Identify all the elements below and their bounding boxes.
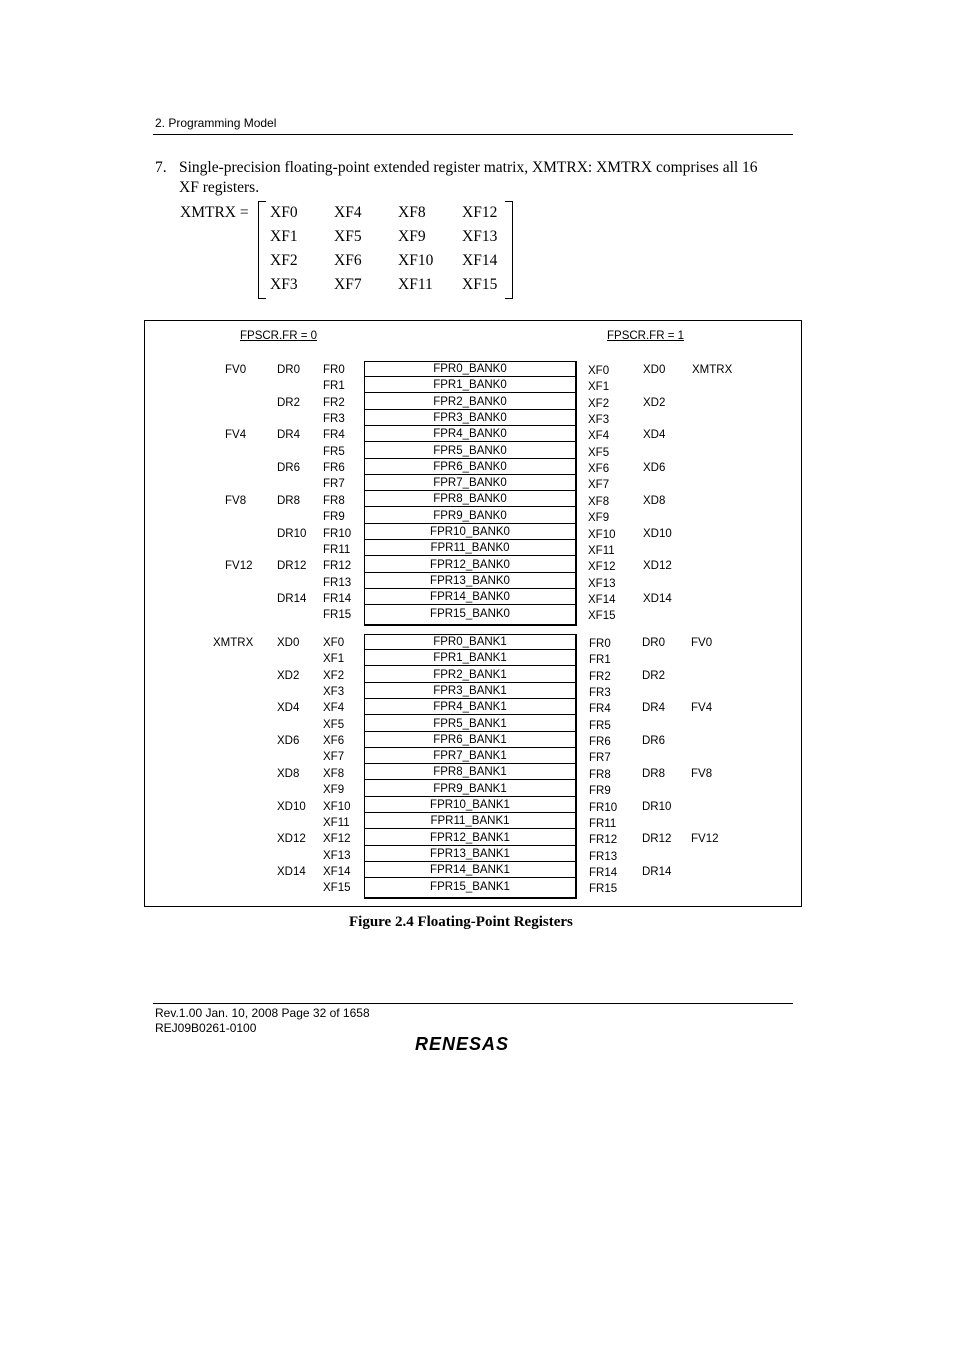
fr-label: FR8 [589, 768, 611, 781]
fv-label: FV12 [691, 833, 719, 846]
register-cell: FPR13_BANK1 [365, 847, 575, 862]
register-cell: FPR4_BANK1 [365, 700, 575, 715]
footer-rule [153, 1003, 793, 1004]
xf-label: XF11 [323, 816, 350, 829]
fr-label: FR10 [589, 801, 618, 814]
dr-label: DR12 [277, 560, 307, 573]
matrix-cell: XF2 [270, 252, 298, 269]
fr-label: FR5 [589, 719, 611, 732]
fr-label: FR13 [323, 576, 352, 589]
bank0-register-box [364, 361, 577, 626]
xf-label: XF1 [588, 381, 610, 394]
matrix-cell: XF12 [462, 204, 498, 221]
dr-label: DR10 [642, 800, 672, 813]
matrix-cell: XF13 [462, 228, 498, 245]
xd-label: XD6 [277, 735, 300, 748]
xf-label: XF3 [588, 414, 610, 427]
register-cell: FPR10_BANK1 [365, 798, 575, 813]
xmtrx-label: XMTRX [692, 364, 733, 376]
xf-label: XF9 [588, 512, 610, 525]
dr-label: DR4 [642, 702, 666, 715]
xf-label: XF6 [323, 735, 345, 748]
header-rule [153, 134, 793, 135]
xf-label: XF5 [588, 446, 610, 459]
fr-label: FR12 [589, 834, 618, 847]
fr-label: FR14 [589, 866, 618, 879]
dr-label: DR8 [277, 494, 301, 507]
register-cell: FPR9_BANK1 [365, 782, 575, 797]
register-cell: FPR4_BANK0 [365, 427, 575, 442]
register-cell: FPR14_BANK1 [365, 863, 575, 878]
xmtrx-label: XMTRX [213, 637, 254, 649]
xd-label: XD14 [277, 865, 306, 878]
fr-label: FR5 [323, 445, 345, 458]
register-cell: FPR5_BANK0 [365, 444, 575, 459]
matrix-cell: XF14 [462, 252, 498, 269]
register-cell: FPR10_BANK0 [365, 525, 575, 540]
register-cell: FPR12_BANK0 [365, 558, 575, 573]
xd-label: XD8 [643, 494, 666, 507]
item-text-line1: Single-precision floating-point extended register matrix, XMTRX: XMTRX comprises all 16 [179, 159, 758, 176]
header-fr0: FPSCR.FR = 0 [240, 330, 318, 342]
xd-label: XD2 [277, 669, 300, 682]
matrix-cell: XF4 [334, 204, 362, 221]
fv-label: FV12 [225, 560, 253, 573]
fr-label: FR8 [323, 494, 345, 507]
fr-label: FR9 [589, 785, 611, 798]
register-cell: FPR8_BANK0 [365, 492, 575, 507]
header-fr1: FPSCR.FR = 1 [607, 330, 685, 342]
fr-label: FR14 [323, 592, 352, 605]
fr-label: FR6 [589, 736, 611, 749]
dr-label: DR10 [277, 527, 307, 540]
register-cell: FPR3_BANK1 [365, 684, 575, 699]
matrix-right-bracket [505, 201, 513, 299]
register-cell: FPR3_BANK0 [365, 411, 575, 426]
register-cell: FPR7_BANK0 [365, 476, 575, 491]
fr-label: FR9 [323, 511, 345, 524]
xd-label: XD12 [277, 833, 306, 846]
xf-label: XF12 [323, 833, 351, 846]
dr-label: DR6 [277, 462, 301, 475]
xd-label: XD4 [277, 702, 300, 715]
xf-label: XF4 [323, 702, 345, 715]
register-cell: FPR15_BANK0 [430, 607, 510, 620]
fr-label: FR15 [323, 609, 352, 622]
register-cell: FPR6_BANK0 [365, 460, 575, 475]
fr-label: FR3 [323, 413, 345, 426]
fr-label: FR4 [589, 703, 611, 716]
matrix-cell: XF1 [270, 228, 298, 245]
xf-label: XF15 [588, 610, 616, 623]
register-cell: FPR7_BANK1 [365, 749, 575, 764]
fr-label: FR2 [589, 670, 611, 683]
register-cell: FPR8_BANK1 [365, 765, 575, 780]
fv-label: FV0 [225, 364, 247, 376]
matrix-cell: XF9 [398, 228, 426, 245]
xf-label: XF7 [323, 751, 345, 764]
register-cell: FPR0_BANK1 [365, 635, 575, 650]
footer-revision: Rev.1.00 Jan. 10, 2008 Page 32 of 1658 [155, 1006, 370, 1020]
xd-label: XD12 [643, 560, 672, 573]
fr-label: FR13 [589, 850, 618, 863]
xf-label: XF0 [323, 637, 345, 649]
matrix-left-bracket [258, 201, 266, 299]
item-number: 7. [155, 159, 167, 176]
running-header: 2. Programming Model [155, 116, 277, 130]
matrix-cell: XF5 [334, 228, 362, 245]
xf-label: XF10 [323, 800, 351, 813]
footer-doc-number: REJ09B0261-0100 [155, 1021, 257, 1035]
xf-label: XF2 [323, 669, 345, 682]
xd-label: XD2 [643, 396, 666, 409]
dr-label: DR4 [277, 429, 301, 442]
fr-label: FR0 [589, 638, 611, 650]
fr-label: FR1 [589, 654, 611, 667]
fr-label: FR1 [323, 380, 345, 393]
fr-label: FR10 [323, 527, 352, 540]
xd-label: XD6 [643, 462, 666, 475]
dr-label: DR14 [277, 592, 307, 605]
matrix-cell: XF6 [334, 252, 362, 269]
fr-label: FR11 [323, 543, 351, 556]
register-cell: FPR0_BANK0 [365, 362, 575, 377]
xf-label: XF5 [323, 718, 345, 731]
register-cell: FPR9_BANK0 [365, 509, 575, 524]
register-cell: FPR11_BANK0 [365, 541, 575, 556]
fr-label: FR11 [589, 817, 617, 830]
xf-label: XF10 [588, 528, 616, 541]
dr-label: DR6 [642, 735, 666, 748]
fr-label: FR7 [323, 478, 345, 491]
dr-label: DR12 [642, 833, 672, 846]
fr-label: FR6 [323, 462, 345, 475]
register-cell: FPR2_BANK0 [365, 395, 575, 410]
fr-label: FR4 [323, 429, 345, 442]
bank1-register-box [364, 634, 577, 899]
dr-label: DR0 [642, 637, 666, 649]
xf-label: XF3 [323, 686, 345, 699]
xf-label: XF6 [588, 463, 610, 476]
register-cell: FPR5_BANK1 [365, 717, 575, 732]
fv-label: FV4 [691, 702, 713, 715]
dr-label: DR8 [642, 767, 666, 780]
matrix-cell: XF7 [334, 276, 362, 293]
fr-label: FR0 [323, 364, 345, 376]
matrix-cell: XF8 [398, 204, 426, 221]
register-cell: FPR6_BANK1 [365, 733, 575, 748]
register-cell: FPR13_BANK0 [365, 574, 575, 589]
xf-label: XF13 [588, 577, 616, 590]
dr-label: DR2 [642, 669, 666, 682]
matrix-cell: XF10 [398, 252, 434, 269]
register-cell: FPR1_BANK0 [365, 378, 575, 393]
matrix-cell: XF15 [462, 276, 498, 293]
register-cell: FPR11_BANK1 [365, 814, 575, 829]
xd-label: XD14 [643, 592, 672, 605]
xf-label: XF7 [588, 479, 610, 492]
xf-label: XF9 [323, 784, 345, 797]
xf-label: XF11 [588, 544, 615, 557]
register-cell: FPR12_BANK1 [365, 831, 575, 846]
matrix-lhs: XMTRX = [180, 204, 249, 221]
xf-label: XF14 [588, 593, 616, 606]
xf-label: XF15 [323, 882, 351, 895]
xd-label: XD8 [277, 767, 300, 780]
xd-label: XD0 [643, 364, 666, 376]
xd-label: XD0 [277, 637, 300, 649]
figure-caption: Figure 2.4 Floating-Point Registers [349, 914, 573, 930]
register-cell: FPR1_BANK1 [365, 651, 575, 666]
xf-label: XF4 [588, 430, 610, 443]
xf-label: XF0 [588, 365, 610, 377]
xf-label: XF2 [588, 397, 610, 410]
renesas-logo [413, 1034, 533, 1054]
xf-label: XF8 [588, 495, 610, 508]
renesas-logo-text: RENESAS [415, 1034, 510, 1054]
xf-label: XF1 [323, 653, 345, 666]
xf-label: XF13 [323, 849, 351, 862]
item-text-line2: XF registers. [179, 179, 260, 196]
fr-label: FR2 [323, 396, 345, 409]
fv-label: FV8 [225, 494, 247, 507]
register-cell: FPR2_BANK1 [365, 668, 575, 683]
fv-label: FV8 [691, 767, 713, 780]
dr-label: DR2 [277, 396, 301, 409]
dr-label: DR14 [642, 865, 672, 878]
xd-label: XD10 [643, 527, 672, 540]
register-cell: FPR15_BANK1 [430, 880, 510, 893]
matrix-cell: XF0 [270, 204, 298, 221]
xf-label: XF8 [323, 767, 345, 780]
xf-label: XF12 [588, 561, 616, 574]
fr-label: FR7 [589, 752, 611, 765]
fr-label: FR15 [589, 883, 618, 896]
matrix-cell: XF11 [398, 276, 433, 293]
matrix-cell: XF3 [270, 276, 298, 293]
fv-label: FV0 [691, 637, 713, 649]
xf-label: XF14 [323, 865, 351, 878]
dr-label: DR0 [277, 364, 301, 376]
fr-label: FR3 [589, 687, 611, 700]
fr-label: FR12 [323, 560, 352, 573]
fv-label: FV4 [225, 429, 247, 442]
register-cell: FPR14_BANK0 [365, 590, 575, 605]
xd-label: XD4 [643, 429, 666, 442]
xd-label: XD10 [277, 800, 306, 813]
